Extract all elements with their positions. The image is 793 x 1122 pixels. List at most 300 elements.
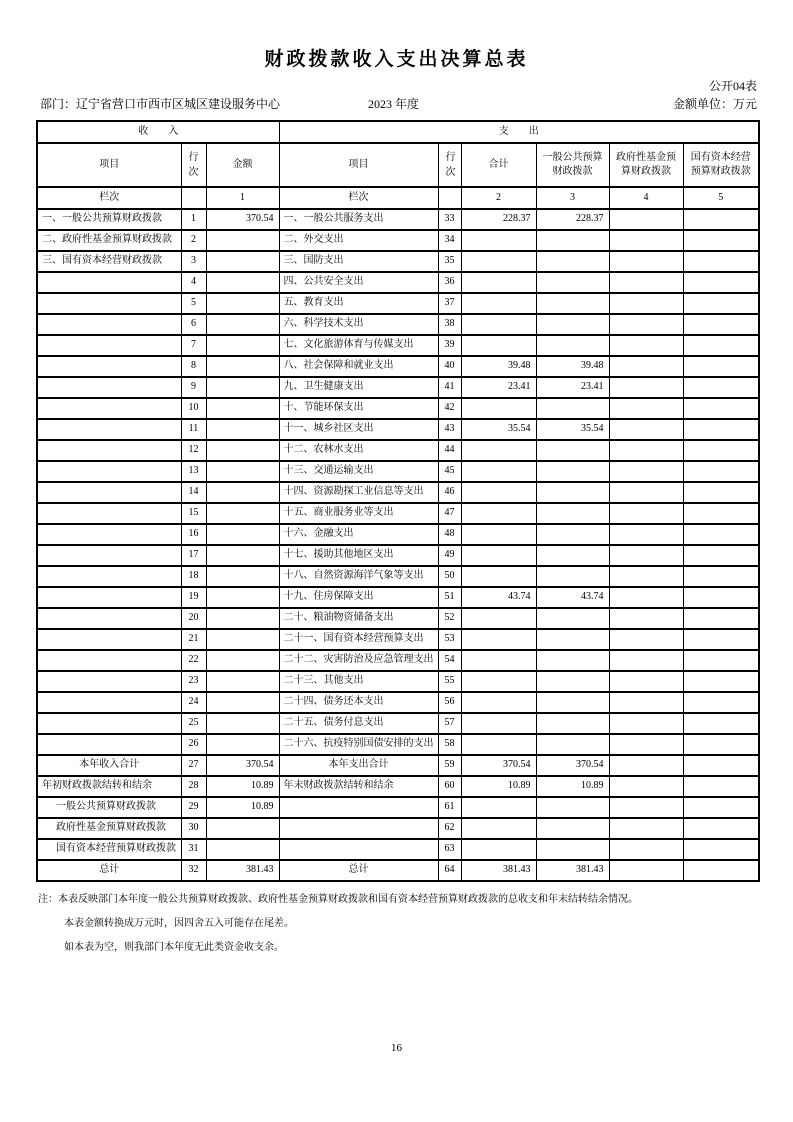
- note-line: 本表金额转换成万元时，因四舍五入可能存在尾差。: [64, 918, 294, 929]
- table-row: [37, 692, 759, 713]
- income-rowno-cell: 10: [181, 398, 206, 419]
- expense-total-cell: [461, 734, 536, 755]
- expense-gov-fund-cell: [609, 545, 683, 566]
- expense-gov-fund-cell: [609, 503, 683, 524]
- income-amount-cell: [206, 587, 279, 608]
- table-row: [37, 734, 759, 755]
- income-item-cell: [37, 335, 181, 356]
- expense-total-cell: 39.48: [461, 356, 536, 377]
- expense-rowno-cell: 33: [438, 209, 461, 230]
- income-item-cell: [37, 272, 181, 293]
- expense-item-cell: 十九、住房保障支出: [279, 587, 438, 608]
- expense-item-cell: 十二、农林水支出: [279, 440, 438, 461]
- income-rowno-cell: 32: [181, 860, 206, 881]
- expense-state-capital-cell: [683, 272, 759, 293]
- income-item-cell: [37, 482, 181, 503]
- income-item-cell: [37, 629, 181, 650]
- income-rowno-cell: 4: [181, 272, 206, 293]
- expense-rowno-cell: 63: [438, 839, 461, 860]
- income-amount-cell: [206, 419, 279, 440]
- expense-total-cell: [461, 650, 536, 671]
- expense-general-budget-cell: [536, 314, 609, 335]
- expense-general-budget-cell: [536, 461, 609, 482]
- table-row: [37, 482, 759, 503]
- expense-rowno-cell: 38: [438, 314, 461, 335]
- expense-gov-fund-cell: [609, 755, 683, 776]
- form-number-label: 公开04表: [708, 79, 757, 93]
- expense-state-capital-cell: [683, 566, 759, 587]
- income-rowno-cell: 5: [181, 293, 206, 314]
- expense-gov-fund-cell: [609, 461, 683, 482]
- income-item-cell: [37, 377, 181, 398]
- page-title: 财政拨款收入支出决算总表: [264, 49, 529, 70]
- expense-item-cell: 二十二、灾害防治及应急管理支出: [279, 650, 438, 671]
- expense-item-cell: 二十一、国有资本经营预算支出: [279, 629, 438, 650]
- expense-gov-fund-cell: [609, 398, 683, 419]
- expense-total-cell: [461, 272, 536, 293]
- income-rowno-cell: 13: [181, 461, 206, 482]
- income-item-cell: 一般公共预算财政拨款: [37, 797, 181, 818]
- expense-item-cell: 十一、城乡社区支出: [279, 419, 438, 440]
- income-rowno-cell: 15: [181, 503, 206, 524]
- expense-rowno-cell: 51: [438, 587, 461, 608]
- expense-gov-fund-cell: [609, 587, 683, 608]
- expense-gov-fund-cell: [609, 734, 683, 755]
- table-row: [37, 440, 759, 461]
- expense-state-capital-cell: [683, 461, 759, 482]
- expense-total-cell: [461, 524, 536, 545]
- income-rowno-cell: 31: [181, 839, 206, 860]
- expense-state-capital-cell: [683, 797, 759, 818]
- expense-general-budget-cell: [536, 440, 609, 461]
- table-row: [37, 818, 759, 839]
- income-item-cell: [37, 650, 181, 671]
- income-amount-cell: [206, 566, 279, 587]
- expense-rowno-cell: 37: [438, 293, 461, 314]
- note-line: 注：本表反映部门本年度一般公共预算财政拨款、政府性基金预算财政拨款和国有资本经营预算财政拨款的总收支和年末结转结余情况。: [38, 894, 638, 905]
- expense-gov-fund-cell: [609, 230, 683, 251]
- expense-item-cell: [279, 797, 438, 818]
- income-item-cell: 国有资本经营预算财政拨款: [37, 839, 181, 860]
- table-row: [37, 776, 759, 797]
- expense-rowno-cell: 59: [438, 755, 461, 776]
- expense-general-budget-cell: [536, 335, 609, 356]
- income-item-cell: [37, 671, 181, 692]
- expense-general-budget-cell: [536, 839, 609, 860]
- income-item-cell: 本年收入合计: [37, 755, 181, 776]
- expense-state-capital-cell: [683, 608, 759, 629]
- expense-gov-fund-cell: [609, 272, 683, 293]
- table-row: [37, 839, 759, 860]
- expense-rowno-cell: 41: [438, 377, 461, 398]
- income-item-cell: [37, 713, 181, 734]
- expense-state-capital-cell: [683, 377, 759, 398]
- expense-gov-fund-cell: [609, 482, 683, 503]
- expense-rowno-cell: 64: [438, 860, 461, 881]
- expense-total-cell: 370.54: [461, 755, 536, 776]
- income-item-cell: [37, 545, 181, 566]
- expense-gov-fund-cell: [609, 251, 683, 272]
- income-rowno-cell: 27: [181, 755, 206, 776]
- table-row: [37, 650, 759, 671]
- income-rowno-cell: 29: [181, 797, 206, 818]
- expense-gov-fund-cell: [609, 713, 683, 734]
- department-label: 部门：辽宁省营口市西市区城区建设服务中心: [40, 97, 281, 111]
- expense-state-capital-cell: [683, 482, 759, 503]
- income-rowno-cell: 26: [181, 734, 206, 755]
- col-header-state-capital: 国有资本经营预算财政拨款: [683, 143, 759, 187]
- table-row: [37, 293, 759, 314]
- expense-item-cell: 年末财政拨款结转和结余: [279, 776, 438, 797]
- expense-general-budget-cell: 228.37: [536, 209, 609, 230]
- expense-gov-fund-cell: [609, 608, 683, 629]
- expense-gov-fund-cell: [609, 314, 683, 335]
- expense-total-cell: [461, 545, 536, 566]
- income-amount-cell: [206, 482, 279, 503]
- income-item-cell: [37, 314, 181, 335]
- income-rowno-cell: 20: [181, 608, 206, 629]
- expense-item-cell: 六、科学技术支出: [279, 314, 438, 335]
- income-amount-cell: [206, 692, 279, 713]
- lanci-cell: [438, 187, 461, 209]
- lanci-expense-label: 栏次: [279, 187, 438, 209]
- income-item-cell: 三、国有资本经营财政拨款: [37, 251, 181, 272]
- expense-state-capital-cell: [683, 356, 759, 377]
- expense-item-cell: 三、国防支出: [279, 251, 438, 272]
- table-row: [37, 755, 759, 776]
- expense-total-cell: [461, 629, 536, 650]
- income-item-cell: [37, 461, 181, 482]
- expense-state-capital-cell: [683, 860, 759, 881]
- table-row: [37, 671, 759, 692]
- expense-rowno-cell: 36: [438, 272, 461, 293]
- expense-state-capital-cell: [683, 293, 759, 314]
- expense-total-cell: [461, 566, 536, 587]
- expense-rowno-cell: 52: [438, 608, 461, 629]
- amount-unit-label: 金额单位：万元: [672, 97, 757, 111]
- note-line: 如本表为空，则我部门本年度无此类资金收支余。: [64, 942, 284, 953]
- table-row: [37, 608, 759, 629]
- fiscal-appropriation-table: [36, 120, 760, 882]
- table-row: [37, 797, 759, 818]
- expense-general-budget-cell: 381.43: [536, 860, 609, 881]
- page-number: 16: [391, 1042, 402, 1054]
- table-row: [37, 272, 759, 293]
- table-row: [37, 503, 759, 524]
- expense-total-cell: [461, 797, 536, 818]
- expense-rowno-cell: 39: [438, 335, 461, 356]
- lanci-cell: [181, 187, 206, 209]
- expense-general-budget-cell: [536, 650, 609, 671]
- expense-general-budget-cell: 370.54: [536, 755, 609, 776]
- income-rowno-cell: 11: [181, 419, 206, 440]
- expense-total-cell: [461, 251, 536, 272]
- expense-total-cell: [461, 692, 536, 713]
- income-rowno-cell: 14: [181, 482, 206, 503]
- income-rowno-cell: 17: [181, 545, 206, 566]
- expense-general-budget-cell: [536, 713, 609, 734]
- income-amount-cell: [206, 440, 279, 461]
- table-row: [37, 209, 759, 230]
- expense-item-cell: 总计: [279, 860, 438, 881]
- lanci-col-1: 1: [206, 187, 279, 209]
- income-item-cell: [37, 692, 181, 713]
- income-amount-cell: [206, 524, 279, 545]
- expense-total-cell: [461, 818, 536, 839]
- income-amount-cell: [206, 398, 279, 419]
- expense-general-budget-cell: [536, 797, 609, 818]
- table-row: [37, 629, 759, 650]
- table-row: [37, 398, 759, 419]
- expense-gov-fund-cell: [609, 650, 683, 671]
- income-amount-cell: [206, 671, 279, 692]
- income-amount-cell: [206, 734, 279, 755]
- expense-rowno-cell: 34: [438, 230, 461, 251]
- expense-total-cell: [461, 839, 536, 860]
- table-row: [37, 356, 759, 377]
- column-header-row: [37, 143, 759, 187]
- income-item-cell: [37, 440, 181, 461]
- expense-state-capital-cell: [683, 335, 759, 356]
- expense-item-cell: 十五、商业服务业等支出: [279, 503, 438, 524]
- income-amount-cell: [206, 713, 279, 734]
- expense-rowno-cell: 35: [438, 251, 461, 272]
- expense-total-cell: [461, 293, 536, 314]
- income-amount-cell: [206, 608, 279, 629]
- income-amount-cell: 10.89: [206, 776, 279, 797]
- expense-total-cell: [461, 482, 536, 503]
- income-rowno-cell: 24: [181, 692, 206, 713]
- expense-general-budget-cell: [536, 482, 609, 503]
- expense-general-budget-cell: [536, 398, 609, 419]
- expense-general-budget-cell: [536, 671, 609, 692]
- expense-state-capital-cell: [683, 818, 759, 839]
- income-item-cell: [37, 524, 181, 545]
- expense-total-cell: 23.41: [461, 377, 536, 398]
- expense-total-cell: [461, 503, 536, 524]
- expense-item-cell: 二十、粮油物资储备支出: [279, 608, 438, 629]
- expense-state-capital-cell: [683, 650, 759, 671]
- income-rowno-cell: 8: [181, 356, 206, 377]
- expense-total-cell: [461, 230, 536, 251]
- income-rowno-cell: 16: [181, 524, 206, 545]
- expense-state-capital-cell: [683, 209, 759, 230]
- expense-total-cell: [461, 671, 536, 692]
- expense-rowno-cell: 57: [438, 713, 461, 734]
- expense-general-budget-cell: [536, 629, 609, 650]
- expense-general-budget-cell: [536, 293, 609, 314]
- income-item-cell: [37, 356, 181, 377]
- expense-total-cell: 228.37: [461, 209, 536, 230]
- expense-rowno-cell: 61: [438, 797, 461, 818]
- expense-state-capital-cell: [683, 230, 759, 251]
- expense-gov-fund-cell: [609, 524, 683, 545]
- expense-total-cell: 381.43: [461, 860, 536, 881]
- expense-item-cell: 二十三、其他支出: [279, 671, 438, 692]
- expense-rowno-cell: 50: [438, 566, 461, 587]
- lanci-col-5: 5: [683, 187, 759, 209]
- expense-gov-fund-cell: [609, 860, 683, 881]
- income-amount-cell: 381.43: [206, 860, 279, 881]
- income-rowno-cell: 1: [181, 209, 206, 230]
- income-item-cell: [37, 503, 181, 524]
- expense-rowno-cell: 42: [438, 398, 461, 419]
- income-rowno-cell: 30: [181, 818, 206, 839]
- table-row: [37, 419, 759, 440]
- expense-total-cell: 35.54: [461, 419, 536, 440]
- income-rowno-cell: 3: [181, 251, 206, 272]
- expense-gov-fund-cell: [609, 797, 683, 818]
- col-header-expense-item: 项目: [279, 143, 438, 187]
- expense-state-capital-cell: [683, 755, 759, 776]
- income-item-cell: 总计: [37, 860, 181, 881]
- expense-item-cell: 十八、自然资源海洋气象等支出: [279, 566, 438, 587]
- expense-general-budget-cell: 35.54: [536, 419, 609, 440]
- income-amount-cell: [206, 818, 279, 839]
- expense-item-cell: [279, 818, 438, 839]
- expense-total-cell: [461, 398, 536, 419]
- expense-rowno-cell: 46: [438, 482, 461, 503]
- expense-state-capital-cell: [683, 440, 759, 461]
- income-rowno-cell: 28: [181, 776, 206, 797]
- income-amount-cell: [206, 356, 279, 377]
- expense-state-capital-cell: [683, 503, 759, 524]
- income-amount-cell: [206, 335, 279, 356]
- income-rowno-cell: 19: [181, 587, 206, 608]
- expense-state-capital-cell: [683, 545, 759, 566]
- income-item-cell: [37, 398, 181, 419]
- expense-state-capital-cell: [683, 251, 759, 272]
- expense-general-budget-cell: [536, 818, 609, 839]
- income-rowno-cell: 2: [181, 230, 206, 251]
- expense-state-capital-cell: [683, 776, 759, 797]
- table-row: [37, 377, 759, 398]
- expense-item-cell: 十三、交通运输支出: [279, 461, 438, 482]
- expense-general-budget-cell: [536, 608, 609, 629]
- income-item-cell: 一、一般公共预算财政拨款: [37, 209, 181, 230]
- expense-gov-fund-cell: [609, 629, 683, 650]
- expense-gov-fund-cell: [609, 209, 683, 230]
- expense-item-cell: [279, 839, 438, 860]
- expense-gov-fund-cell: [609, 776, 683, 797]
- income-amount-cell: [206, 503, 279, 524]
- expense-total-cell: [461, 608, 536, 629]
- expense-general-budget-cell: 39.48: [536, 356, 609, 377]
- expense-item-cell: 七、文化旅游体育与传媒支出: [279, 335, 438, 356]
- expense-item-cell: 八、社会保障和就业支出: [279, 356, 438, 377]
- expense-item-cell: 二、外交支出: [279, 230, 438, 251]
- expense-rowno-cell: 60: [438, 776, 461, 797]
- expense-item-cell: 二十四、债务还本支出: [279, 692, 438, 713]
- expense-item-cell: 十六、金融支出: [279, 524, 438, 545]
- fiscal-year-label: 2023 年度: [368, 97, 420, 111]
- expense-general-budget-cell: [536, 545, 609, 566]
- expense-item-cell: 四、公共安全支出: [279, 272, 438, 293]
- expense-general-budget-cell: [536, 272, 609, 293]
- income-amount-cell: [206, 293, 279, 314]
- income-rowno-cell: 12: [181, 440, 206, 461]
- expense-total-cell: 10.89: [461, 776, 536, 797]
- income-item-cell: [37, 293, 181, 314]
- expense-total-cell: [461, 461, 536, 482]
- lanci-col-4: 4: [609, 187, 683, 209]
- expense-item-cell: 十七、援助其他地区支出: [279, 545, 438, 566]
- expense-general-budget-cell: 10.89: [536, 776, 609, 797]
- income-rowno-cell: 6: [181, 314, 206, 335]
- expense-gov-fund-cell: [609, 566, 683, 587]
- income-item-cell: 政府性基金预算财政拨款: [37, 818, 181, 839]
- table-row: [37, 545, 759, 566]
- table-row: [37, 335, 759, 356]
- income-item-cell: 年初财政拨款结转和结余: [37, 776, 181, 797]
- income-amount-cell: [206, 377, 279, 398]
- col-header-income-item: 项目: [37, 143, 181, 187]
- expense-rowno-cell: 43: [438, 419, 461, 440]
- expense-general-budget-cell: [536, 524, 609, 545]
- table-row: [37, 314, 759, 335]
- income-amount-cell: [206, 272, 279, 293]
- expense-rowno-cell: 48: [438, 524, 461, 545]
- expense-gov-fund-cell: [609, 671, 683, 692]
- lanci-income-label: 栏次: [37, 187, 181, 209]
- expense-rowno-cell: 44: [438, 440, 461, 461]
- expense-general-budget-cell: 23.41: [536, 377, 609, 398]
- table-row: [37, 230, 759, 251]
- expense-general-budget-cell: [536, 734, 609, 755]
- income-amount-cell: 370.54: [206, 209, 279, 230]
- expense-item-cell: 十、节能环保支出: [279, 398, 438, 419]
- expense-total-cell: [461, 440, 536, 461]
- expense-gov-fund-cell: [609, 419, 683, 440]
- table-body: [37, 209, 759, 881]
- col-header-expense-row-no: 行次: [438, 143, 461, 187]
- expense-general-budget-cell: [536, 692, 609, 713]
- expense-item-cell: 本年支出合计: [279, 755, 438, 776]
- income-amount-cell: [206, 461, 279, 482]
- expense-total-cell: [461, 713, 536, 734]
- expense-gov-fund-cell: [609, 293, 683, 314]
- income-amount-cell: [206, 251, 279, 272]
- expense-rowno-cell: 40: [438, 356, 461, 377]
- income-section-header: 收 入: [37, 121, 279, 143]
- column-index-row: [37, 187, 759, 209]
- expense-rowno-cell: 49: [438, 545, 461, 566]
- income-rowno-cell: 22: [181, 650, 206, 671]
- income-item-cell: 二、政府性基金预算财政拨款: [37, 230, 181, 251]
- income-rowno-cell: 9: [181, 377, 206, 398]
- expense-general-budget-cell: [536, 566, 609, 587]
- income-amount-cell: [206, 545, 279, 566]
- expense-state-capital-cell: [683, 713, 759, 734]
- expense-rowno-cell: 45: [438, 461, 461, 482]
- expense-state-capital-cell: [683, 839, 759, 860]
- expense-state-capital-cell: [683, 629, 759, 650]
- expense-rowno-cell: 53: [438, 629, 461, 650]
- expense-item-cell: 十四、资源勘探工业信息等支出: [279, 482, 438, 503]
- expense-item-cell: 一、一般公共服务支出: [279, 209, 438, 230]
- expense-rowno-cell: 56: [438, 692, 461, 713]
- income-item-cell: [37, 566, 181, 587]
- notes: [38, 888, 758, 960]
- expense-total-cell: [461, 314, 536, 335]
- expense-gov-fund-cell: [609, 356, 683, 377]
- income-amount-cell: [206, 839, 279, 860]
- expense-state-capital-cell: [683, 671, 759, 692]
- expense-item-cell: 二十五、债务付息支出: [279, 713, 438, 734]
- income-item-cell: [37, 734, 181, 755]
- expense-rowno-cell: 54: [438, 650, 461, 671]
- income-rowno-cell: 25: [181, 713, 206, 734]
